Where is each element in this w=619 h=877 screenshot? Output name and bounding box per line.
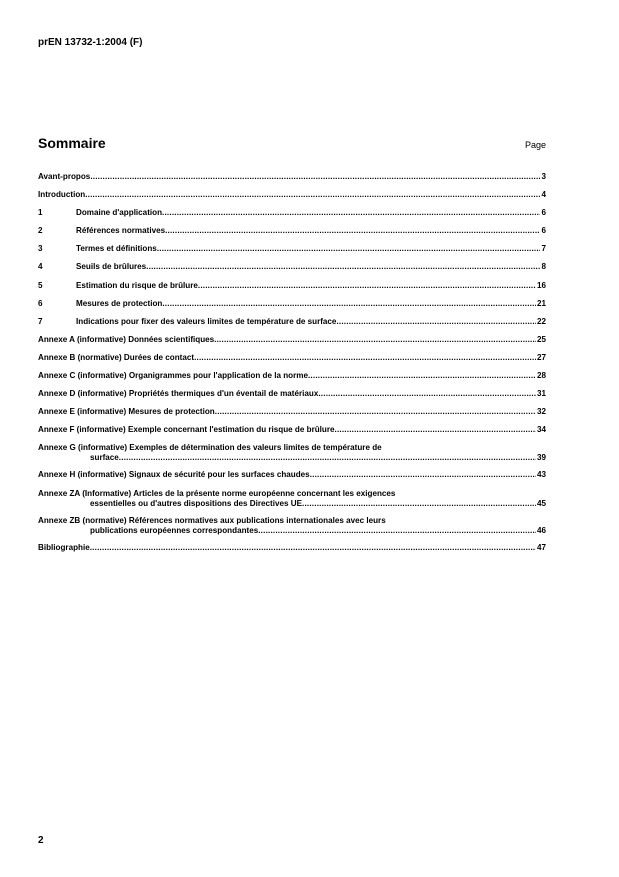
toc-entry-title: Annexe E (informative) Mesures de protection	[38, 407, 215, 417]
toc-entry-page: 16	[536, 280, 546, 290]
toc-entry-page: 22	[536, 316, 546, 326]
toc-entry-title: Indications pour fixer des valeurs limites de température de surface	[76, 316, 337, 326]
toc-entry[interactable]	[38, 489, 546, 509]
toc-leader	[336, 317, 536, 327]
toc-leader	[258, 526, 536, 536]
toc-entry-page: 43	[536, 470, 546, 480]
toc-leader	[85, 190, 540, 200]
toc-entry-number: 2	[38, 226, 43, 236]
toc-entry-page: 39	[536, 453, 546, 463]
toc-entry-page: 6	[541, 226, 546, 236]
toc-entry-number: 6	[38, 298, 43, 308]
toc-entry-number: 1	[38, 208, 43, 218]
toc-leader	[90, 172, 540, 182]
toc-entry-title: Domaine d'application	[76, 208, 163, 218]
toc-entry[interactable]	[38, 190, 546, 200]
toc-entry[interactable]	[38, 299, 546, 309]
toc-leader	[308, 371, 536, 381]
document-header: prEN 13732-1:2004 (F)	[38, 37, 143, 48]
toc-entry-page: 47	[536, 542, 546, 552]
toc-entry[interactable]	[38, 470, 546, 480]
toc-entry-title: Estimation du risque de brûlure	[76, 280, 198, 290]
toc-entry-title: Annexe B (normative) Durées de contact	[38, 352, 195, 362]
toc-entry-title: Annexe C (informative) Organigrammes pour l'application de la norme	[38, 371, 308, 381]
toc-entry-title: Seuils de brûlures	[76, 262, 147, 272]
toc-entry-number: 5	[38, 280, 43, 290]
toc-entry-page: 46	[536, 525, 546, 535]
toc-entry[interactable]	[38, 208, 546, 218]
toc-entry-page: 45	[536, 498, 546, 508]
toc-entry-title-line1: Annexe G (informative) Exemples de détermination des valeurs limites de température de	[38, 443, 382, 453]
toc-leader	[215, 407, 536, 417]
table-of-contents	[38, 172, 546, 561]
toc-entry-title: publications européennes correspondantes	[90, 525, 259, 535]
toc-entry-title: surface	[90, 453, 119, 463]
toc-leader	[157, 244, 541, 254]
toc-entry-title: Annexe H (informative) Signaux de sécurité pour les surfaces chaudes	[38, 470, 310, 480]
toc-entry-page: 25	[536, 334, 546, 344]
toc-entry-page: 4	[541, 190, 546, 200]
toc-leader	[162, 208, 540, 218]
toc-entry[interactable]	[38, 172, 546, 182]
toc-leader	[335, 425, 536, 435]
toc-entry-number: 7	[38, 316, 43, 326]
toc-entry-title: Annexe F (informative) Exemple concernant l'estimation du risque de brûlure	[38, 425, 335, 435]
toc-entry-page: 21	[536, 298, 546, 308]
toc-entry-title: Annexe A (informative) Données scientifiques	[38, 334, 215, 344]
toc-entry[interactable]	[38, 226, 546, 236]
toc-entry[interactable]	[38, 244, 546, 254]
toc-entry-title-line1: Annexe ZA (Informative) Articles de la présente norme européenne concernant les exigences	[38, 488, 396, 498]
toc-leader	[318, 389, 536, 399]
toc-leader	[90, 543, 536, 553]
toc-entry-number: 3	[38, 244, 43, 254]
toc-entry[interactable]	[38, 371, 546, 381]
toc-entry-title: Bibliographie	[38, 542, 90, 552]
toc-entry[interactable]	[38, 262, 546, 272]
toc-entry-page: 34	[536, 425, 546, 435]
toc-entry-number: 4	[38, 262, 43, 272]
toc-entry[interactable]	[38, 353, 546, 363]
toc-title: Sommaire	[38, 135, 106, 151]
toc-leader	[310, 470, 536, 480]
toc-leader	[302, 499, 536, 509]
toc-entry-title: essentielles ou d'autres dispositions des Directives UE	[90, 498, 302, 508]
toc-entry-page: 8	[541, 262, 546, 272]
toc-leader	[119, 453, 536, 463]
toc-entry[interactable]	[38, 407, 546, 417]
toc-leader	[198, 281, 536, 291]
toc-entry[interactable]	[38, 516, 546, 536]
toc-entry-title: Mesures de protection	[76, 298, 163, 308]
toc-entry-page: 7	[541, 244, 546, 254]
toc-entry-page: 32	[536, 407, 546, 417]
toc-entry-title: Introduction	[38, 190, 86, 200]
toc-entry-title: Références normatives	[76, 226, 166, 236]
toc-entry-title-line1: Annexe ZB (normative) Références normatives aux publications internationales avec leurs	[38, 515, 386, 525]
toc-entry-page: 3	[541, 172, 546, 181]
toc-heading	[38, 135, 546, 151]
toc-entry-title: Termes et définitions	[76, 244, 157, 254]
toc-entry[interactable]	[38, 281, 546, 291]
toc-leader	[194, 353, 536, 363]
toc-entry[interactable]	[38, 389, 546, 399]
toc-entry[interactable]	[38, 335, 546, 345]
page-number: 2	[38, 835, 44, 846]
toc-entry-page: 28	[536, 371, 546, 381]
toc-entry-page: 6	[541, 208, 546, 218]
toc-page-label: Page	[524, 140, 546, 150]
toc-entry[interactable]	[38, 317, 546, 327]
toc-leader	[165, 226, 540, 236]
toc-entry[interactable]	[38, 543, 546, 553]
toc-leader	[146, 262, 540, 272]
toc-entry-page: 31	[536, 389, 546, 399]
toc-entry-title: Avant-propos	[38, 172, 91, 181]
toc-entry-page: 27	[536, 352, 546, 362]
toc-leader	[162, 299, 536, 309]
toc-entry[interactable]	[38, 425, 546, 435]
toc-leader	[214, 335, 536, 345]
toc-entry[interactable]	[38, 443, 546, 463]
toc-entry-title: Annexe D (informative) Propriétés thermiques d'un éventail de matériaux	[38, 389, 319, 399]
